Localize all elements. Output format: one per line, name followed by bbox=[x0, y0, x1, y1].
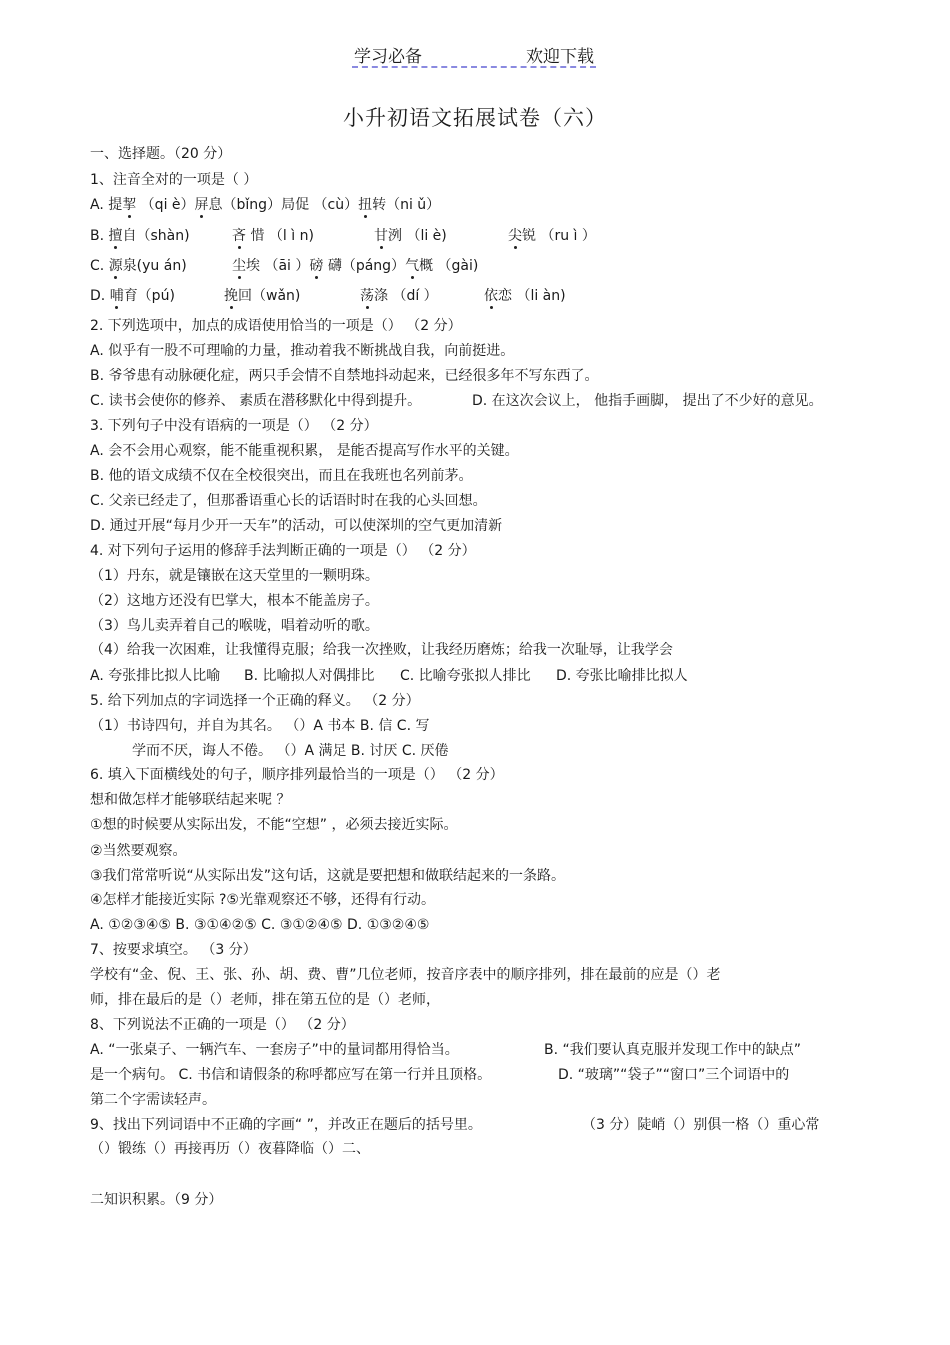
q4-sentence-4: （4）给我一次困难，让我懂得克服；给我一次挫败，让我经历磨炼；给我一次耻辱，让我学会 bbox=[90, 642, 673, 658]
q9-stem: 9、找出下列词语中不正确的字画“ ”，并改正在题后的括号里。 bbox=[90, 1117, 482, 1133]
q6-stem: 6. 填入下面横线处的句子，顺序排列最恰当的一项是（） （2 分） bbox=[90, 767, 504, 783]
q4-options bbox=[90, 667, 730, 685]
q4-option-d: D. 夸张比喻排比拟人 bbox=[556, 668, 688, 684]
q6-options: A. ①②③④⑤ B. ③①④②⑤ C. ③①②④⑤ D. ①③②④⑤ bbox=[90, 917, 430, 933]
q4-option-b: B. 比喻拟人对偶排比 bbox=[244, 668, 375, 684]
q8-line-3: 第二个字需读轻声。 bbox=[90, 1092, 216, 1108]
header-right-text: 欢迎下载 bbox=[526, 47, 594, 67]
q8-option-c: 是一个病句。 C. 书信和请假条的称呼都应写在第一行并且顶格。 bbox=[90, 1067, 492, 1083]
q3-stem: 3. 下列句子中没有语病的一项是（） （2 分） bbox=[90, 418, 378, 434]
q8-line-2 bbox=[90, 1066, 850, 1084]
q8-option-a: A. “一张桌子、一辆汽车、一套房子”中的量词都用得恰当。 bbox=[90, 1042, 459, 1058]
q3-option-b: B. 他的语文成绩不仅在全校很突出，而且在我班也名列前茅。 bbox=[90, 468, 473, 484]
page-header bbox=[352, 40, 596, 68]
q2-option-c: C. 读书会使你的修养、 素质在潜移默化中得到提升。 bbox=[90, 393, 422, 409]
q9-items-1: （3 分）陡峭（）别俱一格（）重心常 bbox=[582, 1117, 820, 1133]
q6-line-2: ①想的时候要从实际出发，不能“空想” ，必须去接近实际。 bbox=[90, 817, 458, 833]
q8-option-b: B. “我们要认真克服并发现工作中的缺点” bbox=[544, 1042, 802, 1058]
section-1-heading: 一、选择题。（20 分） bbox=[90, 146, 232, 162]
q4-sentence-3: （3）鸟儿卖弄着自己的喉咙，唱着动听的歌。 bbox=[90, 618, 379, 634]
q1-option-c: C. 源泉(yu án) 尘埃 （āi ）磅 礴（páng）气概 （gài) bbox=[90, 258, 479, 274]
q5-line-1: （1）书诗四句，并自为其名。 （）A 书本 B. 信 C. 写 bbox=[90, 718, 430, 734]
q8-options-ab bbox=[90, 1041, 850, 1059]
q1-option-d: D. 哺育（pú) 挽回（wǎn) 荡涤 （dí ） 依恋 （li àn) bbox=[90, 288, 566, 304]
q2-option-b: B. 爷爷患有动脉硬化症，两只手会情不自禁地抖动起来，已经很多年不写东西了。 bbox=[90, 368, 599, 384]
q1-option-a: A. 提挈 （qi è）屏息（bǐng）局促 （cù）扭转（ni ǔ） bbox=[90, 197, 441, 213]
q1-option-b: B. 擅自（shàn) 吝 惜 （l ì n) 甘洌 （li è) 尖锐 （ru ì ） bbox=[90, 228, 596, 244]
document-title: 小升初语文拓展试卷（六） bbox=[343, 106, 607, 130]
q3-option-a: A. 会不会用心观察，能不能重视积累， 是能否提高写作水平的关键。 bbox=[90, 443, 519, 459]
q6-line-1: 想和做怎样才能够联结起来呢 ？ bbox=[90, 792, 291, 808]
q6-line-5: ④怎样才能接近实际 ?⑤光靠观察还不够，还得有行动。 bbox=[90, 892, 435, 908]
q6-line-3: ②当然要观察。 bbox=[90, 843, 187, 859]
section-2-heading: 二知识积累。（9 分） bbox=[90, 1192, 223, 1208]
q3-option-d: D. 通过开展“每月少开一天车”的活动，可以使深圳的空气更加清新 bbox=[90, 518, 503, 534]
q8-stem: 8、下列说法不正确的一项是（） （2 分） bbox=[90, 1017, 355, 1033]
q7-line-1: 学校有“金、倪、王、张、孙、胡、费、曹”几位老师，按音序表中的顺序排列，排在最前的应是（）老 bbox=[90, 967, 721, 983]
q3-option-c: C. 父亲已经走了，但那番语重心长的话语时时在我的心头回想。 bbox=[90, 493, 487, 509]
q6-line-4: ③我们常常听说“从实际出发”这句话，这就是要把想和做联结起来的一条路。 bbox=[90, 868, 566, 884]
q4-option-c: C. 比喻夸张拟人排比 bbox=[400, 668, 531, 684]
q8-option-d: D. “玻璃”“袋子”“窗口”三个词语中的 bbox=[558, 1067, 790, 1083]
header-left-text: 学习必备 bbox=[354, 47, 422, 67]
q5-stem: 5. 给下列加点的字词选择一个正确的释义。 （2 分） bbox=[90, 693, 420, 709]
q2-stem: 2. 下列选项中，加点的成语使用恰当的一项是（） （2 分） bbox=[90, 318, 462, 334]
q2-options-cd bbox=[90, 392, 860, 410]
q7-stem: 7、按要求填空。 （3 分） bbox=[90, 942, 257, 958]
q1-stem: 1、注音全对的一项是（ ） bbox=[90, 172, 258, 188]
q5-line-2: 学而不厌，诲人不倦。 （）A 满足 B. 讨厌 C. 厌倦 bbox=[132, 743, 449, 759]
q4-stem: 4. 对下列句子运用的修辞手法判断正确的一项是（） （2 分） bbox=[90, 543, 476, 559]
q2-option-a: A. 似乎有一股不可理喻的力量，推动着我不断挑战自我，向前挺进。 bbox=[90, 343, 515, 359]
q4-option-a: A. 夸张排比拟人比喻 bbox=[90, 668, 221, 684]
q4-sentence-1: （1）丹东，就是镶嵌在这天堂里的一颗明珠。 bbox=[90, 568, 379, 584]
q9-stem-line bbox=[90, 1116, 850, 1134]
q7-line-2: 师，排在最后的是（）老师，排在第五位的是（）老师， bbox=[90, 992, 440, 1008]
q9-items-2: （）锻练（）再接再历（）夜暮降临（）二、 bbox=[90, 1141, 370, 1157]
q2-option-d: D. 在这次会议上， 他指手画脚， 提出了不少好的意见。 bbox=[472, 393, 823, 409]
q4-sentence-2: （2）这地方还没有巴掌大，根本不能盖房子。 bbox=[90, 593, 379, 609]
